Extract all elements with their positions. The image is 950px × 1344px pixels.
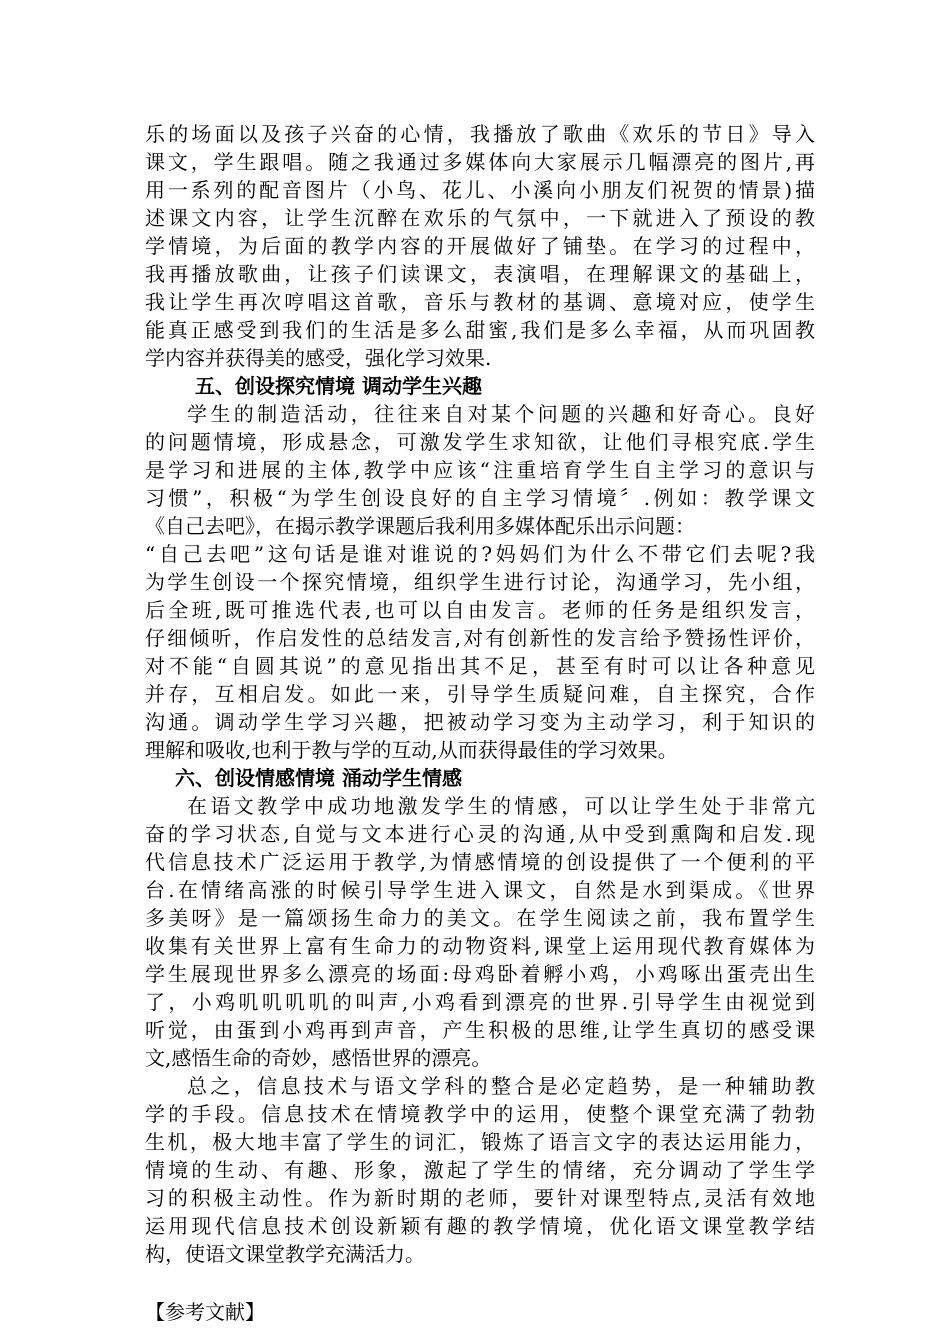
text-line: 多美呀》是一篇颂扬生命力的美文。在学生阅读之前，我布置学生	[145, 906, 815, 930]
text-line: 为学生创设一个探究情境，组织学生进行讨论，沟通学习，先小组，	[145, 570, 815, 594]
text-line: 学的手段。信息技术在情境教学中的运用，使整个课堂充满了勃勃	[145, 1102, 815, 1126]
text-line: 学生展现世界多么漂亮的场面:母鸡卧着孵小鸡，小鸡啄出蛋壳出生	[145, 962, 815, 986]
text-line: “自己去吧”这句话是谁对谁说的?妈妈们为什么不带它们去呢?我	[145, 542, 815, 566]
text-line: 代信息技术广泛运用于教学,为情感情境的创设提供了一个便利的平	[145, 850, 815, 874]
text-line: 学情境，为后面的教学内容的开展做好了铺垫。在学习的过程中，	[145, 234, 815, 258]
section-heading-6: 六、创设情感情境 涌动学生情感	[175, 766, 462, 790]
paragraph-intro	[145, 120, 815, 372]
text-line: 构，使语文课堂教学充满活力。	[145, 1242, 425, 1266]
paragraph-section-5	[145, 400, 815, 764]
text-line: 听觉，由蛋到小鸡再到声音，产生积极的思维,让学生真切的感受课	[145, 1018, 815, 1042]
text-line: 并存，互相启发。如此一来，引导学生质疑问难，自主探究，合作	[145, 682, 815, 706]
text-line: 学生的制造活动，往往来自对某个问题的兴趣和好奇心。良好	[187, 402, 815, 426]
section-heading-5: 五、创设探究情境 调动学生兴趣	[195, 374, 482, 398]
text-line: 了，小鸡叽叽叽叽的叫声,小鸡看到漂亮的世界.引导学生由视觉到	[145, 990, 815, 1014]
text-line: 奋的学习状态,自觉与文本进行心灵的沟通,从中受到熏陶和启发.现	[145, 822, 815, 846]
document-page	[145, 120, 815, 1326]
text-line: 能真正感受到我们的生活是多么甜蜜,我们是多么幸福，从而巩固教	[145, 318, 815, 342]
text-line: 我让学生再次哼唱这首歌，音乐与教材的基调、意境对应，使学生	[145, 290, 815, 314]
text-line: 乐的场面以及孩子兴奋的心情，我播放了歌曲《欢乐的节日》导入	[145, 122, 815, 146]
text-line: 学内容并获得美的感受，强化学习效果.	[145, 346, 492, 370]
text-line: 对不能“自圆其说”的意见指出其不足，甚至有时可以让各种意见	[145, 654, 815, 678]
text-line: 我再播放歌曲，让孩子们读课文，表演唱，在理解课文的基础上，	[145, 262, 815, 286]
text-line: 的问题情境，形成悬念，可激发学生求知欲，让他们寻根究底.学生	[145, 430, 815, 454]
text-line: 习惯”，积极“为学生创设良好的自主学习情境〞.例如：教学课文	[145, 486, 815, 510]
text-line: 在语文教学中成功地激发学生的情感，可以让学生处于非常亢	[187, 794, 815, 818]
text-line: 文,感悟生命的奇妙，感悟世界的漂亮。	[145, 1046, 492, 1070]
text-line: 仔细倾听，作启发性的总结发言,对有创新性的发言给予赞扬性评价，	[145, 626, 815, 650]
text-line: 用一系列的配音图片（小鸟、花儿、小溪向小朋友们祝贺的情景)描	[145, 178, 815, 202]
text-line: 《自己去吧》，在揭示教学课题后我利用多媒体配乐出示问题：	[145, 514, 695, 538]
text-line: 运用现代信息技术创设新颖有趣的教学情境，优化语文课堂教学结	[145, 1214, 815, 1238]
paragraph-summary	[145, 1072, 815, 1268]
text-line: 收集有关世界上富有生命力的动物资料,课堂上运用现代教育媒体为	[145, 934, 815, 958]
text-line: 生机，极大地丰富了学生的词汇，锻炼了语言文字的表达运用能力，	[145, 1130, 815, 1154]
text-line: 述课文内容，让学生沉醉在欢乐的气氛中，一下就进入了预设的教	[145, 206, 815, 230]
text-line: 情境的生动、有趣、形象，激起了学生的情绪，充分调动了学生学	[145, 1158, 815, 1182]
text-line: 课文，学生跟唱。随之我通过多媒体向大家展示几幅漂亮的图片,再	[145, 150, 815, 174]
paragraph-section-6	[145, 792, 815, 1072]
text-line: 沟通。调动学生学习兴趣，把被动学习变为主动学习，利于知识的	[145, 710, 815, 734]
references-heading: 【参考文献】	[145, 1300, 265, 1324]
text-line: 台.在情绪高涨的时候引导学生进入课文，自然是水到渠成。《世界	[145, 878, 815, 902]
text-line: 理解和吸收,也利于教与学的互动,从而获得最佳的学习效果。	[145, 738, 678, 762]
text-line: 习的积极主动性。作为新时期的老师，要针对课型特点,灵活有效地	[145, 1186, 815, 1210]
text-line: 是学习和进展的主体,教学中应该“注重培育学生自主学习的意识与	[145, 458, 815, 482]
text-line: 总之，信息技术与语文学科的整合是必定趋势，是一种辅助教	[187, 1074, 815, 1098]
text-line: 后全班,既可推选代表,也可以自由发言。老师的任务是组织发言，	[145, 598, 815, 622]
spacer	[145, 1268, 815, 1298]
